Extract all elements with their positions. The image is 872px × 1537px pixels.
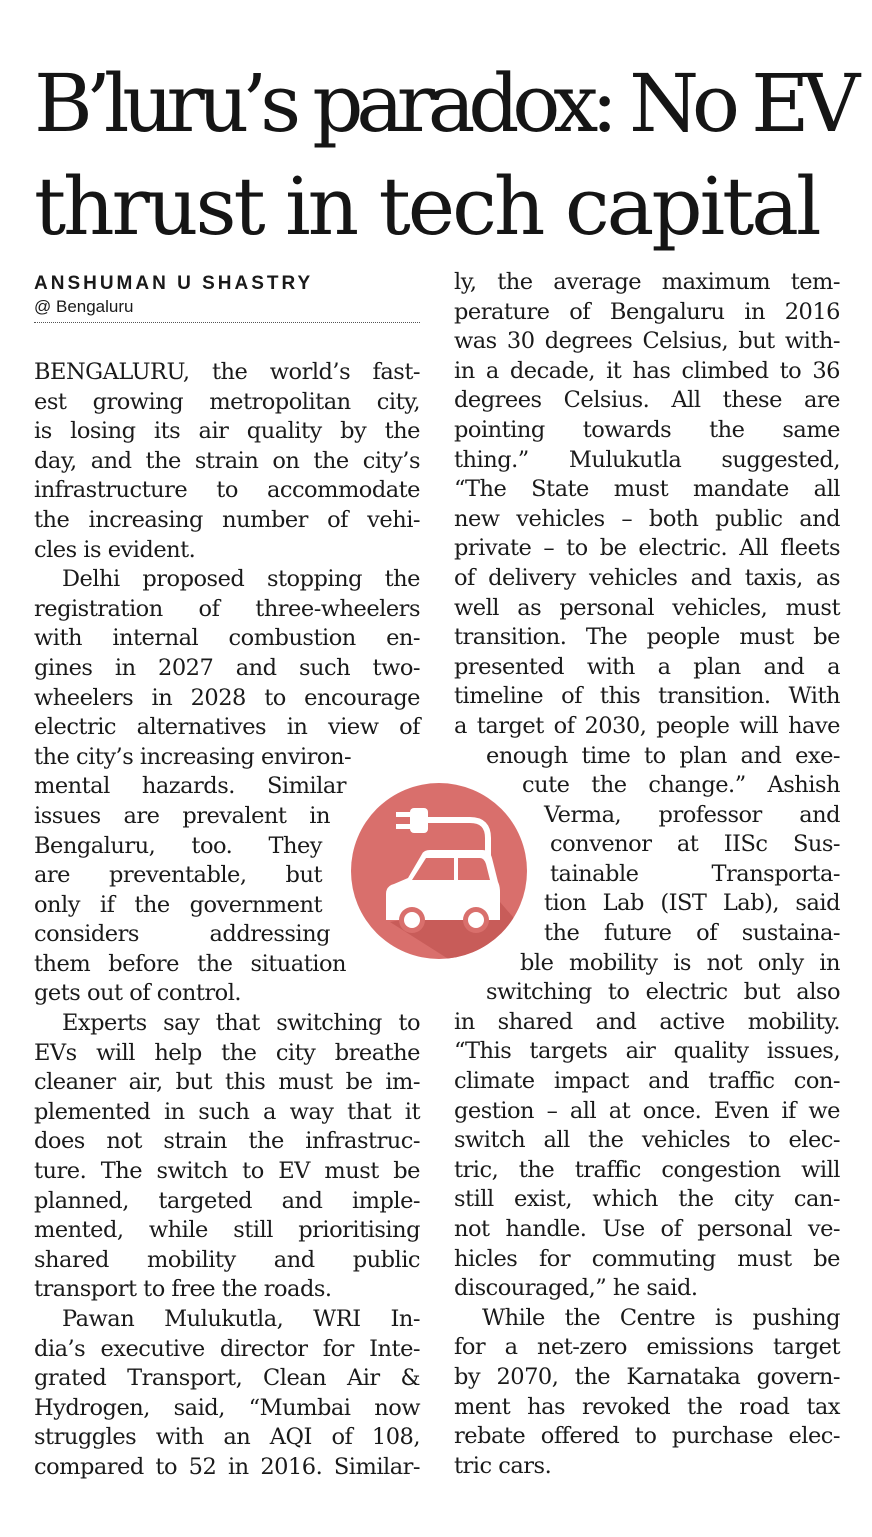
text-line: does not strain the infrastruc- <box>34 1128 420 1155</box>
text-line: in a decade, it has climbed to 36 <box>454 357 840 384</box>
text-line: pointing towards the same <box>454 416 840 443</box>
text-line: dia’s executive director for Inte- <box>34 1335 420 1362</box>
text-line: new vehicles – both public and <box>454 505 840 532</box>
text-line: the city’s increasing environ- <box>34 743 352 770</box>
text-line: ble mobility is not only in <box>520 949 840 976</box>
text-line: cles is evident. <box>34 536 196 563</box>
text-line: convenor at IISc Sus- <box>550 831 840 858</box>
text-line: hicles for commuting must be <box>454 1245 840 1272</box>
text-line: presented with a plan and a <box>454 653 840 680</box>
text-line: thing.” Mulukutla suggested, <box>454 446 840 473</box>
text-line: tainable Transporta- <box>550 860 840 887</box>
text-line: compared to 52 in 2016. Similar- <box>34 1453 420 1480</box>
text-line: with internal combustion en- <box>34 625 420 652</box>
plug-body <box>410 808 428 833</box>
text-line: private – to be electric. All fleets <box>454 535 840 562</box>
text-line: mented, while still prioritising <box>34 1217 420 1244</box>
byline-author: ANSHUMAN U SHASTRY <box>34 273 314 294</box>
text-line: only if the government <box>34 891 322 918</box>
text-line: rebate offered to purchase elec- <box>454 1423 840 1450</box>
text-line: infrastructure to accommodate <box>34 477 420 504</box>
text-line: climate impact and traffic con- <box>454 1068 840 1095</box>
text-line: gines in 2027 and such two- <box>34 654 420 681</box>
text-line: in shared and active mobility. <box>454 1008 840 1035</box>
text-line: planned, targeted and imple- <box>34 1187 420 1214</box>
text-line: a target of 2030, people will have <box>454 712 840 739</box>
text-line: perature of Bengaluru in 2016 <box>454 298 840 325</box>
text-line: switching to electric but also <box>486 979 840 1006</box>
article-column-2 <box>454 268 840 1481</box>
text-line: mental hazards. Similar <box>34 773 346 800</box>
text-line: grated Transport, Clean Air & <box>34 1365 420 1392</box>
text-line: Experts say that switching to <box>62 1010 420 1037</box>
text-line: “This targets air quality issues, <box>454 1038 840 1065</box>
text-line: struggles with an AQI of 108, <box>34 1424 420 1451</box>
text-line: shared mobility and public <box>34 1246 420 1273</box>
text-line: BENGALURU, the world’s fast- <box>34 359 420 385</box>
text-line: issues are prevalent in <box>34 802 330 829</box>
text-line: ment has revoked the road tax <box>454 1393 840 1420</box>
text-line: them before the situation <box>34 950 346 977</box>
headline-line: B’luru’s paradox: No EV <box>34 57 853 150</box>
text-line: tion Lab (IST Lab), said <box>544 890 840 917</box>
text-line: was 30 degrees Celsius, but with- <box>454 328 840 355</box>
text-line: “The State must mandate all <box>454 476 840 503</box>
text-line: ly, the average maximum tem- <box>454 269 840 295</box>
byline <box>34 272 420 323</box>
text-line: degrees Celsius. All these are <box>454 387 840 414</box>
text-line: enough time to plan and exe- <box>486 742 840 769</box>
text-line: discouraged,” he said. <box>454 1275 698 1302</box>
text-line: Pawan Mulukutla, WRI In- <box>62 1306 420 1332</box>
plug-prong <box>396 812 412 817</box>
text-line: switch all the vehicles to elec- <box>454 1127 840 1154</box>
text-line: Hydrogen, said, “Mumbai now <box>34 1394 420 1421</box>
text-line: Delhi proposed stopping the <box>62 566 420 593</box>
byline-dateline: @ Bengaluru <box>34 296 420 323</box>
headline-line: thrust in tech capital <box>34 160 819 253</box>
text-line: by 2070, the Karnataka govern- <box>454 1363 840 1390</box>
text-line: are preventable, but <box>34 862 322 889</box>
text-line: cleaner air, but this must be im- <box>34 1069 420 1096</box>
text-line: gestion – all at once. Even if we <box>454 1097 840 1124</box>
text-line: wheelers in 2028 to encourage <box>34 684 420 711</box>
text-line: Verma, professor and <box>544 801 840 828</box>
text-line: the future of sustaina- <box>544 920 840 947</box>
text-line: registration of three-wheelers <box>34 595 420 622</box>
text-line: considers addressing <box>34 921 330 948</box>
text-line: transport to free the roads. <box>34 1276 332 1303</box>
text-line: still exist, which the city can- <box>454 1186 840 1213</box>
plug-prong <box>396 824 412 829</box>
car-wheel <box>404 912 420 928</box>
text-line: for a net-zero emissions target <box>454 1334 840 1361</box>
text-line: plemented in such a way that it <box>34 1098 420 1125</box>
text-line: While the Centre is pushing <box>482 1304 840 1331</box>
text-line: transition. The people must be <box>454 624 840 651</box>
text-line: timeline of this transition. With <box>454 683 840 710</box>
headline <box>34 52 854 258</box>
text-line: cute the change.” Ashish <box>522 772 840 799</box>
text-line: day, and the strain on the city’s <box>34 447 420 474</box>
text-line: the increasing number of vehi- <box>34 506 420 533</box>
text-line: tric cars. <box>454 1452 552 1479</box>
text-line: ture. The switch to EV must be <box>34 1158 420 1185</box>
text-line: well as personal vehicles, must <box>454 594 840 621</box>
text-line: is losing its air quality by the <box>34 418 420 445</box>
text-line: tric, the traffic congestion will <box>454 1156 840 1183</box>
text-line: gets out of control. <box>34 980 242 1007</box>
text-line: of delivery vehicles and taxis, as <box>454 564 840 591</box>
text-line: electric alternatives in view of <box>34 714 420 741</box>
text-line: Bengaluru, too. They <box>34 832 322 859</box>
text-line: not handle. Use of personal ve- <box>454 1216 840 1242</box>
text-line: EVs will help the city breathe <box>34 1039 420 1066</box>
text-line: est growing metropolitan city, <box>34 388 420 415</box>
